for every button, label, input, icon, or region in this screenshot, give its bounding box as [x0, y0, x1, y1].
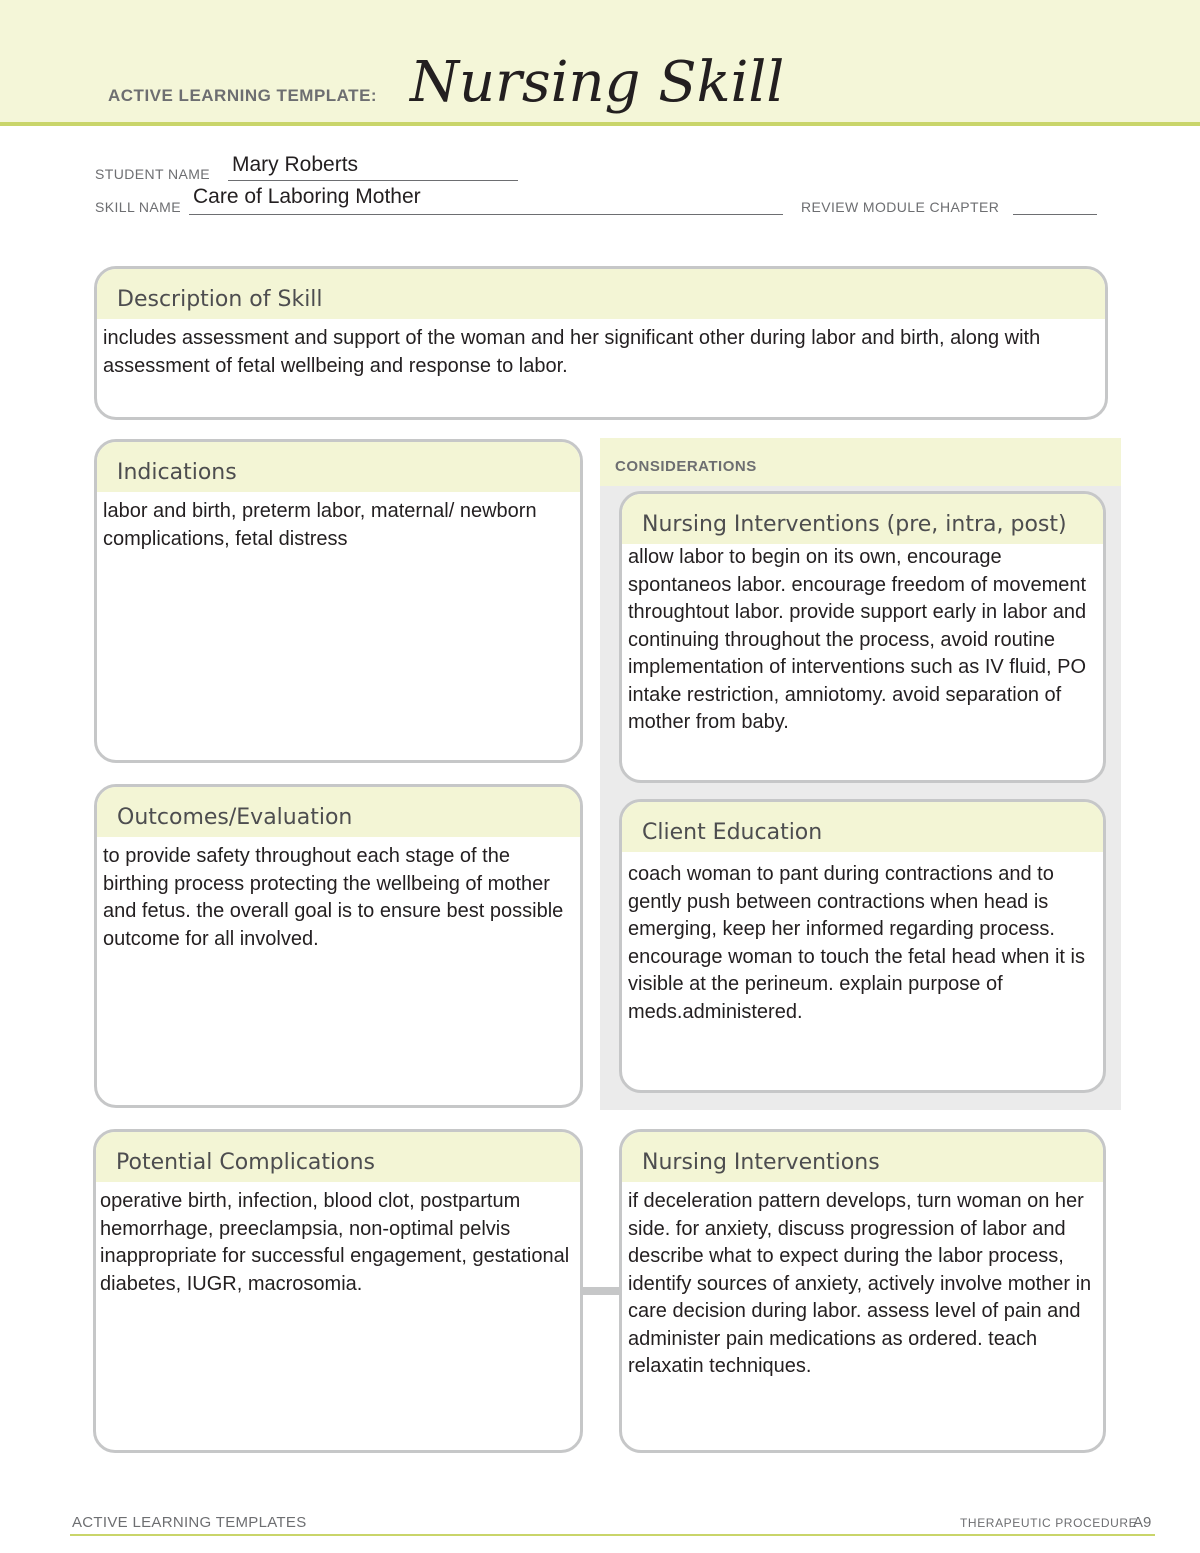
- skill-name-label: SKILL NAME: [95, 199, 181, 215]
- skill-name-line: [189, 214, 783, 215]
- indications-heading: Indications: [97, 442, 580, 492]
- potential-complications-text[interactable]: operative birth, infection, blood clot, postpartum hemorrhage, preeclampsia, non-optimal pelvis inappropriate for successful engagement, gestational diabetes, IUGR, macrosomia.: [100, 1190, 570, 1295]
- student-name-field[interactable]: Mary Roberts: [232, 153, 359, 176]
- outcomes-heading: Outcomes/Evaluation: [97, 787, 580, 837]
- description-heading: Description of Skill: [97, 269, 1105, 319]
- description-text[interactable]: includes assessment and support of the woman and her significant other during labor and birth, along with assessment of fetal wellbeing and response to labor.: [103, 327, 1041, 377]
- considerations-label: CONSIDERATIONS: [615, 458, 757, 475]
- nursing-interventions-text[interactable]: if deceleration pattern develops, turn woman on her side. for anxiety, discuss progression of labor and describe what to expect during the labor process, identify sources of anxiety, actively involve mother in care decision during labor. assess level of pain and administer pain medications as ordered. teach relaxatin techniques.: [628, 1190, 1092, 1377]
- student-name-label: STUDENT NAME: [95, 166, 210, 182]
- footer-page-number: A9: [1133, 1514, 1152, 1531]
- client-education-text[interactable]: coach woman to pant during contractions and to gently push between contractions when head is emerging, keep her informed regarding process. encourage woman to touch the fetal head when it is visible at the perineum. explain purpose of meds.administered.: [628, 863, 1085, 1023]
- template-label: ACTIVE LEARNING TEMPLATE:: [108, 86, 378, 105]
- nursing-interventions-pre-heading: Nursing Interventions (pre, intra, post): [622, 494, 1103, 544]
- indications-card: [94, 439, 583, 763]
- student-name-line: [228, 180, 518, 181]
- nursing-interventions-heading: Nursing Interventions: [622, 1132, 1103, 1182]
- nursing-interventions-pre-text[interactable]: allow labor to begin on its own, encourage spontaneos labor. encourage freedom of movement throughtout labor. provide support early in labor and continuing throughout the process, avoid routine implementation of interventions such as IV fluid, PO intake restriction, amniotomy. avoid separation of mother from baby.: [628, 546, 1087, 733]
- indications-text[interactable]: labor and birth, preterm labor, maternal/ newborn complications, fetal distress: [103, 500, 537, 550]
- footer-rule: [70, 1534, 1155, 1536]
- nursing-interventions-pre-card: [619, 491, 1106, 783]
- outcomes-card: [94, 784, 583, 1108]
- header-rule: [0, 122, 1200, 126]
- skill-name-field[interactable]: Care of Laboring Mother: [193, 185, 421, 208]
- potential-complications-card: [93, 1129, 583, 1453]
- footer-left: ACTIVE LEARNING TEMPLATES: [72, 1514, 307, 1531]
- client-education-card: [619, 799, 1106, 1093]
- description-card: [94, 266, 1108, 420]
- card-connector: [582, 1287, 620, 1295]
- client-education-heading: Client Education: [622, 802, 1103, 852]
- footer-right: THERAPEUTIC PROCEDURE: [960, 1516, 1138, 1530]
- nursing-interventions-card: [619, 1129, 1106, 1453]
- review-module-label: REVIEW MODULE CHAPTER: [801, 199, 1000, 215]
- outcomes-text[interactable]: to provide safety throughout each stage of the birthing process protecting the wellbeing of mother and fetus. the overall goal is to ensure best possible outcome for all involved.: [103, 845, 564, 950]
- review-module-line: [1013, 214, 1097, 215]
- potential-complications-heading: Potential Complications: [96, 1132, 580, 1182]
- template-title: Nursing Skill: [410, 50, 785, 115]
